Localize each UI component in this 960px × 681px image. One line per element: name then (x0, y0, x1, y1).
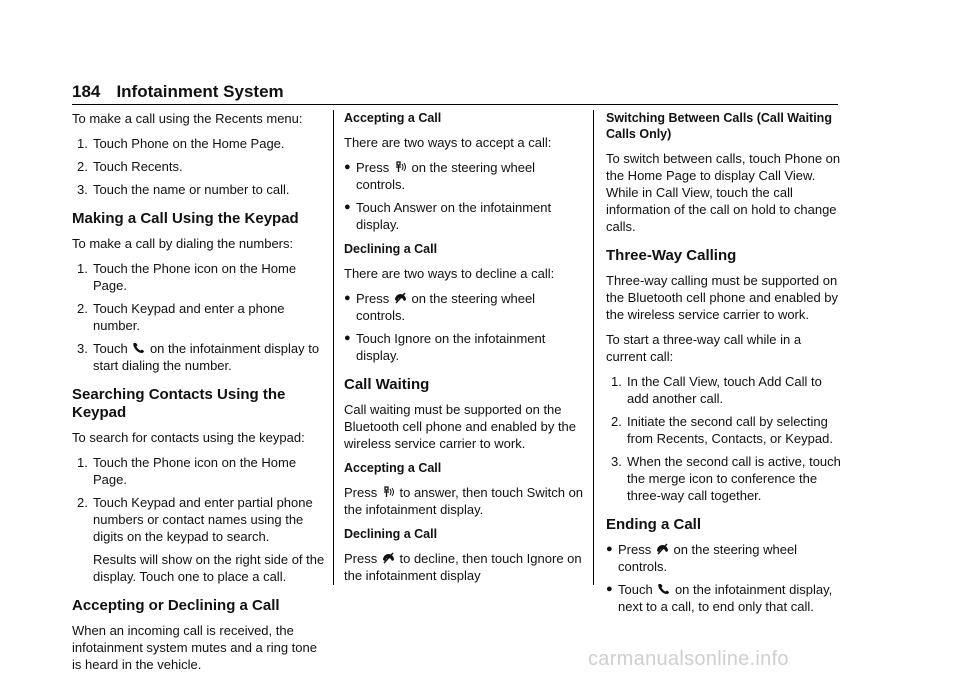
step-note: Results will show on the right side of the display. Touch one to place a call. (93, 552, 325, 584)
list-item: 2. Touch Keypad and enter a phone number. (77, 301, 285, 333)
column-right (606, 110, 842, 623)
wait-accept-text (344, 484, 584, 518)
bullet: ● (344, 332, 351, 344)
step-text: Touch the Phone icon on the Home Page. (93, 455, 297, 487)
end-call-icon (382, 552, 395, 564)
text: to answer, then touch Switch on the infotainment display. (344, 485, 584, 517)
list-item (344, 199, 584, 233)
accepting-list (344, 159, 584, 233)
three-way-text: Three-way calling must be supported on the Bluetooth cell phone and enabled by the wireless service carrier to work. (606, 273, 839, 322)
list-item (606, 541, 842, 575)
bullet: ● (344, 201, 351, 213)
accept-decline-heading: Accepting or Declining a Call (72, 597, 280, 614)
step-text: Touch Phone on the Home Page. (93, 136, 285, 151)
step-text: Touch Recents. (93, 159, 183, 174)
list-item: 1. Touch the Phone icon on the Home Page. (77, 261, 297, 293)
call-waiting-heading: Call Waiting (344, 376, 430, 393)
column-left (72, 110, 328, 681)
step-text: on the infotainment display to start dialing the number. (93, 341, 320, 373)
step-text: Initiate the second call by selecting from Recents, Contacts, or Keypad. (627, 414, 833, 446)
list-item (606, 453, 842, 504)
phone-handset-icon (132, 342, 145, 354)
list-item: 2. Touch Keypad and enter partial phone numbers or contact names using the digits on the keypad to search. Results will show on the right side of the display. Touch one to place a call. (72, 494, 328, 585)
bullet-text: Press (618, 542, 652, 557)
page-header (72, 82, 838, 102)
declining-intro: There are two ways to decline a call: (344, 266, 555, 281)
list-item (344, 330, 584, 364)
text: Press (344, 485, 378, 500)
list-item (344, 159, 584, 193)
list-item: 1. Touch the Phone icon on the Home Page. (77, 455, 297, 487)
keypad-heading: Making a Call Using the Keypad (72, 210, 299, 227)
end-call-icon (656, 543, 669, 555)
search-intro: To search for contacts using the keypad: (72, 430, 305, 445)
end-call-icon (394, 292, 407, 304)
bullet-text: on the steering wheel controls. (618, 542, 798, 574)
accepting-heading: Accepting a Call (344, 111, 442, 125)
bullet: ● (606, 543, 613, 555)
bullet: ● (606, 583, 613, 595)
push-to-talk-icon (382, 486, 395, 498)
list-item (72, 158, 328, 175)
bullet-text: Touch (618, 582, 653, 597)
list-item (344, 290, 584, 324)
bullet-text: on the infotainment display, next to a call, to end only that call. (618, 582, 833, 614)
section-title: Infotainment System (116, 82, 284, 101)
list-item (72, 181, 328, 198)
accept-decline-text: When an incoming call is received, the infotainment system mutes and a ring tone is heard in the vehicle. (72, 623, 317, 672)
step-number: 2. (611, 414, 622, 429)
step-text: When the second call is active, touch the merge icon to conference the three-way call together. (627, 454, 841, 503)
phone-handset-icon (657, 583, 670, 595)
bullet-text: Press (356, 160, 390, 175)
switching-heading: Switching Between Calls (Call Waiting Calls Only) (606, 111, 832, 141)
list-item (72, 135, 328, 152)
bullet: ● (344, 292, 351, 304)
list-item (606, 413, 842, 447)
bullet: ● (344, 161, 351, 173)
text: Press (344, 551, 378, 566)
step-text: Touch Keypad and enter a phone number. (93, 301, 285, 333)
step-number: 1. (611, 374, 622, 389)
recents-steps (72, 135, 328, 198)
step-number: 1. (77, 136, 88, 151)
step-text: Touch Keypad and enter partial phone numbers or contact names using the digits on the keypad to search. (93, 495, 313, 544)
ending-heading: Ending a Call (606, 516, 702, 533)
list-item: 3. Touch on the infotainment display to start dialing the number. (77, 341, 320, 373)
recents-intro: To make a call using the Recents menu: (72, 111, 303, 126)
declining-heading: Declining a Call (344, 242, 438, 256)
step-text: In the Call View, touch Add Call to add another call. (627, 374, 822, 406)
wait-accept-heading: Accepting a Call (344, 461, 442, 475)
bullet-text: on the steering wheel controls. (356, 160, 536, 192)
bullet-text: Press (356, 291, 390, 306)
keypad-steps (72, 260, 328, 374)
call-waiting-text: Call waiting must be supported on the Bluetooth cell phone and enabled by the wireless service carrier to work. (344, 402, 577, 451)
text: to decline, then touch Ignore on the infotainment display (344, 551, 582, 583)
bullet-text: on the steering wheel controls. (356, 291, 536, 323)
push-to-talk-icon (394, 161, 407, 173)
bullet-text: Touch Ignore on the infotainment display. (356, 331, 546, 363)
declining-list (344, 290, 584, 364)
bullet-text: Touch Answer on the infotainment display. (356, 200, 552, 232)
three-way-intro: To start a three-way call while in a current call: (606, 332, 802, 364)
step-number: 3. (77, 182, 88, 197)
step-text: Touch the Phone icon on the Home Page. (93, 261, 297, 293)
list-item (606, 581, 842, 615)
step-number: 3. (611, 454, 622, 469)
wait-decline-heading: Declining a Call (344, 527, 438, 541)
accepting-intro: There are two ways to accept a call: (344, 135, 552, 150)
step-text: Touch (93, 341, 128, 356)
ending-list (606, 541, 842, 615)
search-heading: Searching Contacts Using the Keypad (72, 386, 286, 421)
three-way-heading: Three-Way Calling (606, 247, 737, 264)
list-item (606, 373, 842, 407)
step-number: 2. (77, 159, 88, 174)
column-divider (593, 110, 594, 585)
switching-text: To switch between calls, touch Phone on the Home Page to display Call View. While in Call View, touch the call information of the call on hold to change calls. (606, 151, 841, 234)
step-text: Touch the name or number to call. (93, 182, 290, 197)
column-middle (344, 110, 584, 592)
column-divider (333, 110, 334, 585)
keypad-intro: To make a call by dialing the numbers: (72, 236, 294, 251)
watermark: carmanualsonline.info (588, 648, 789, 670)
page-number: 184 (72, 82, 101, 101)
wait-decline-text (344, 550, 584, 584)
header-rule (72, 104, 838, 105)
three-way-steps (606, 373, 842, 504)
search-steps (72, 454, 328, 585)
